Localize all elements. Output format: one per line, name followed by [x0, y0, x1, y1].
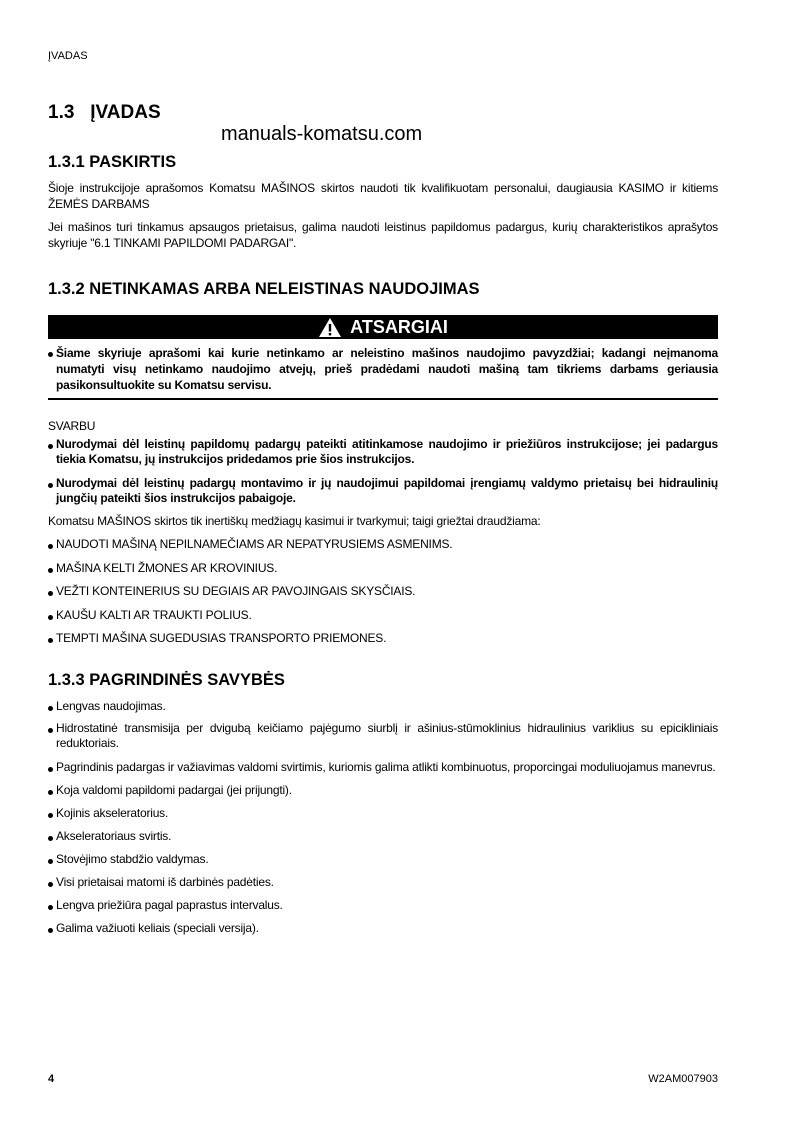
feature-item: Pagrindinis padargas ir važiavimas valdomi svirtimis, kuriomis galima atlikti kombinuotus, proporcingai moduliuojamus manevrus.: [48, 760, 718, 776]
prohibited-item: KAUŠU KALTI AR TRAUKTI POLIUS.: [48, 608, 718, 624]
feature-item: Koja valdomi papildomi padargai (jei prijungti).: [48, 783, 718, 799]
watermark: manuals-komatsu.com: [221, 123, 423, 145]
important-label: SVARBU: [48, 419, 96, 433]
section-title: [48, 102, 718, 124]
feature-item: Lengva priežiūra pagal paprastus intervalus.: [48, 898, 718, 914]
prohibited-item: VEŽTI KONTEINERIUS SU DEGIAIS AR PAVOJINGAIS SKYSČIAIS.: [48, 584, 718, 600]
divider: [48, 398, 718, 400]
feature-item: Akseleratoriaus svirtis.: [48, 829, 718, 845]
caution-label: ATSARGIAI: [350, 316, 448, 337]
heading-savybes: 1.3.3 PAGRINDINĖS SAVYBĖS: [48, 671, 285, 689]
running-header: ĮVADAS: [48, 50, 88, 62]
page-number: 4: [48, 1073, 55, 1085]
section-title-text: ĮVADAS: [90, 102, 161, 123]
feature-item: Hidrostatinė transmisija per dvigubą keičiamo pajėgumo siurblį ir ašinius-stūmoklinius hidraulinius variklius su epicikliniais reduktoriais.: [48, 721, 718, 752]
important-item: Nurodymai dėl leistinų padargų montavimo ir jų naudojimui papildomai įrengiamų valdymo prietaisų bei hidraulinių jungčių pateikti šios instrukcijos pabaigoje.: [48, 476, 718, 507]
prohibited-item: NAUDOTI MAŠINĄ NEPILNAMEČIAMS AR NEPATYRUSIEMS ASMENIMS.: [48, 537, 718, 553]
section-number: 1.3: [48, 102, 75, 123]
paragraph: Jei mašinos turi tinkamus apsaugos prietaisus, galima naudoti leistinus papildomus padargus, kurių charakteristikos aprašytos skyriuje "6.1 TINKAMI PAPILDOMI PADARGAI".: [48, 220, 718, 250]
feature-item: Visi prietaisai matomi iš darbinės padėties.: [48, 875, 718, 891]
prohibited-item: MAŠINA KELTI ŽMONES AR KROVINIUS.: [48, 561, 718, 577]
heading-paskirtis: 1.3.1 PASKIRTIS: [48, 153, 177, 171]
caution-text: Šiame skyriuje aprašomi kai kurie netinkamo ar neleistino mašinos naudojimo pavyzdžiai; kadangi neįmanoma numatyti visų netinkamo naudojimo atvejų, prieš pradėdami naudoti mašiną tam tikriems darbams geriausia pasikonsultuokite su Komatsu servisu.: [48, 345, 718, 393]
heading-netinkamas: 1.3.2 NETINKAMAS ARBA NELEISTINAS NAUDOJIMAS: [48, 280, 480, 298]
feature-item: Stovėjimo stabdžio valdymas.: [48, 852, 718, 868]
feature-item: Lengvas naudojimas.: [48, 699, 718, 715]
feature-item: Galima važiuoti keliais (speciali versija).: [48, 921, 718, 937]
caution-banner: [48, 315, 718, 339]
document-code: W2AM007903: [648, 1073, 718, 1085]
prohibited-item: TEMPTI MAŠINA SUGEDUSIAS TRANSPORTO PRIEMONES.: [48, 631, 718, 647]
paragraph: Šioje instrukcijoje aprašomos Komatsu MAŠINOS skirtos naudoti tik kvalifikuotam personalui, daugiausia KASIMO ir kitiems ŽEMĖS DARBAMS: [48, 181, 718, 211]
warning-triangle-icon: [318, 317, 342, 338]
feature-item: Kojinis akseleratorius.: [48, 806, 718, 822]
important-item: Nurodymai dėl leistinų papildomų padargų pateikti atitinkamose naudojimo ir priežiūros instrukcijose; jei padargus tiekia Komatsu, jų instrukcijos pridedamos prie šios instrukcijos.: [48, 437, 718, 468]
prohibited-intro: Komatsu MAŠINOS skirtos tik inertiškų medžiagų kasimui ir tvarkymui; taigi griežtai draudžiama:: [48, 513, 541, 528]
